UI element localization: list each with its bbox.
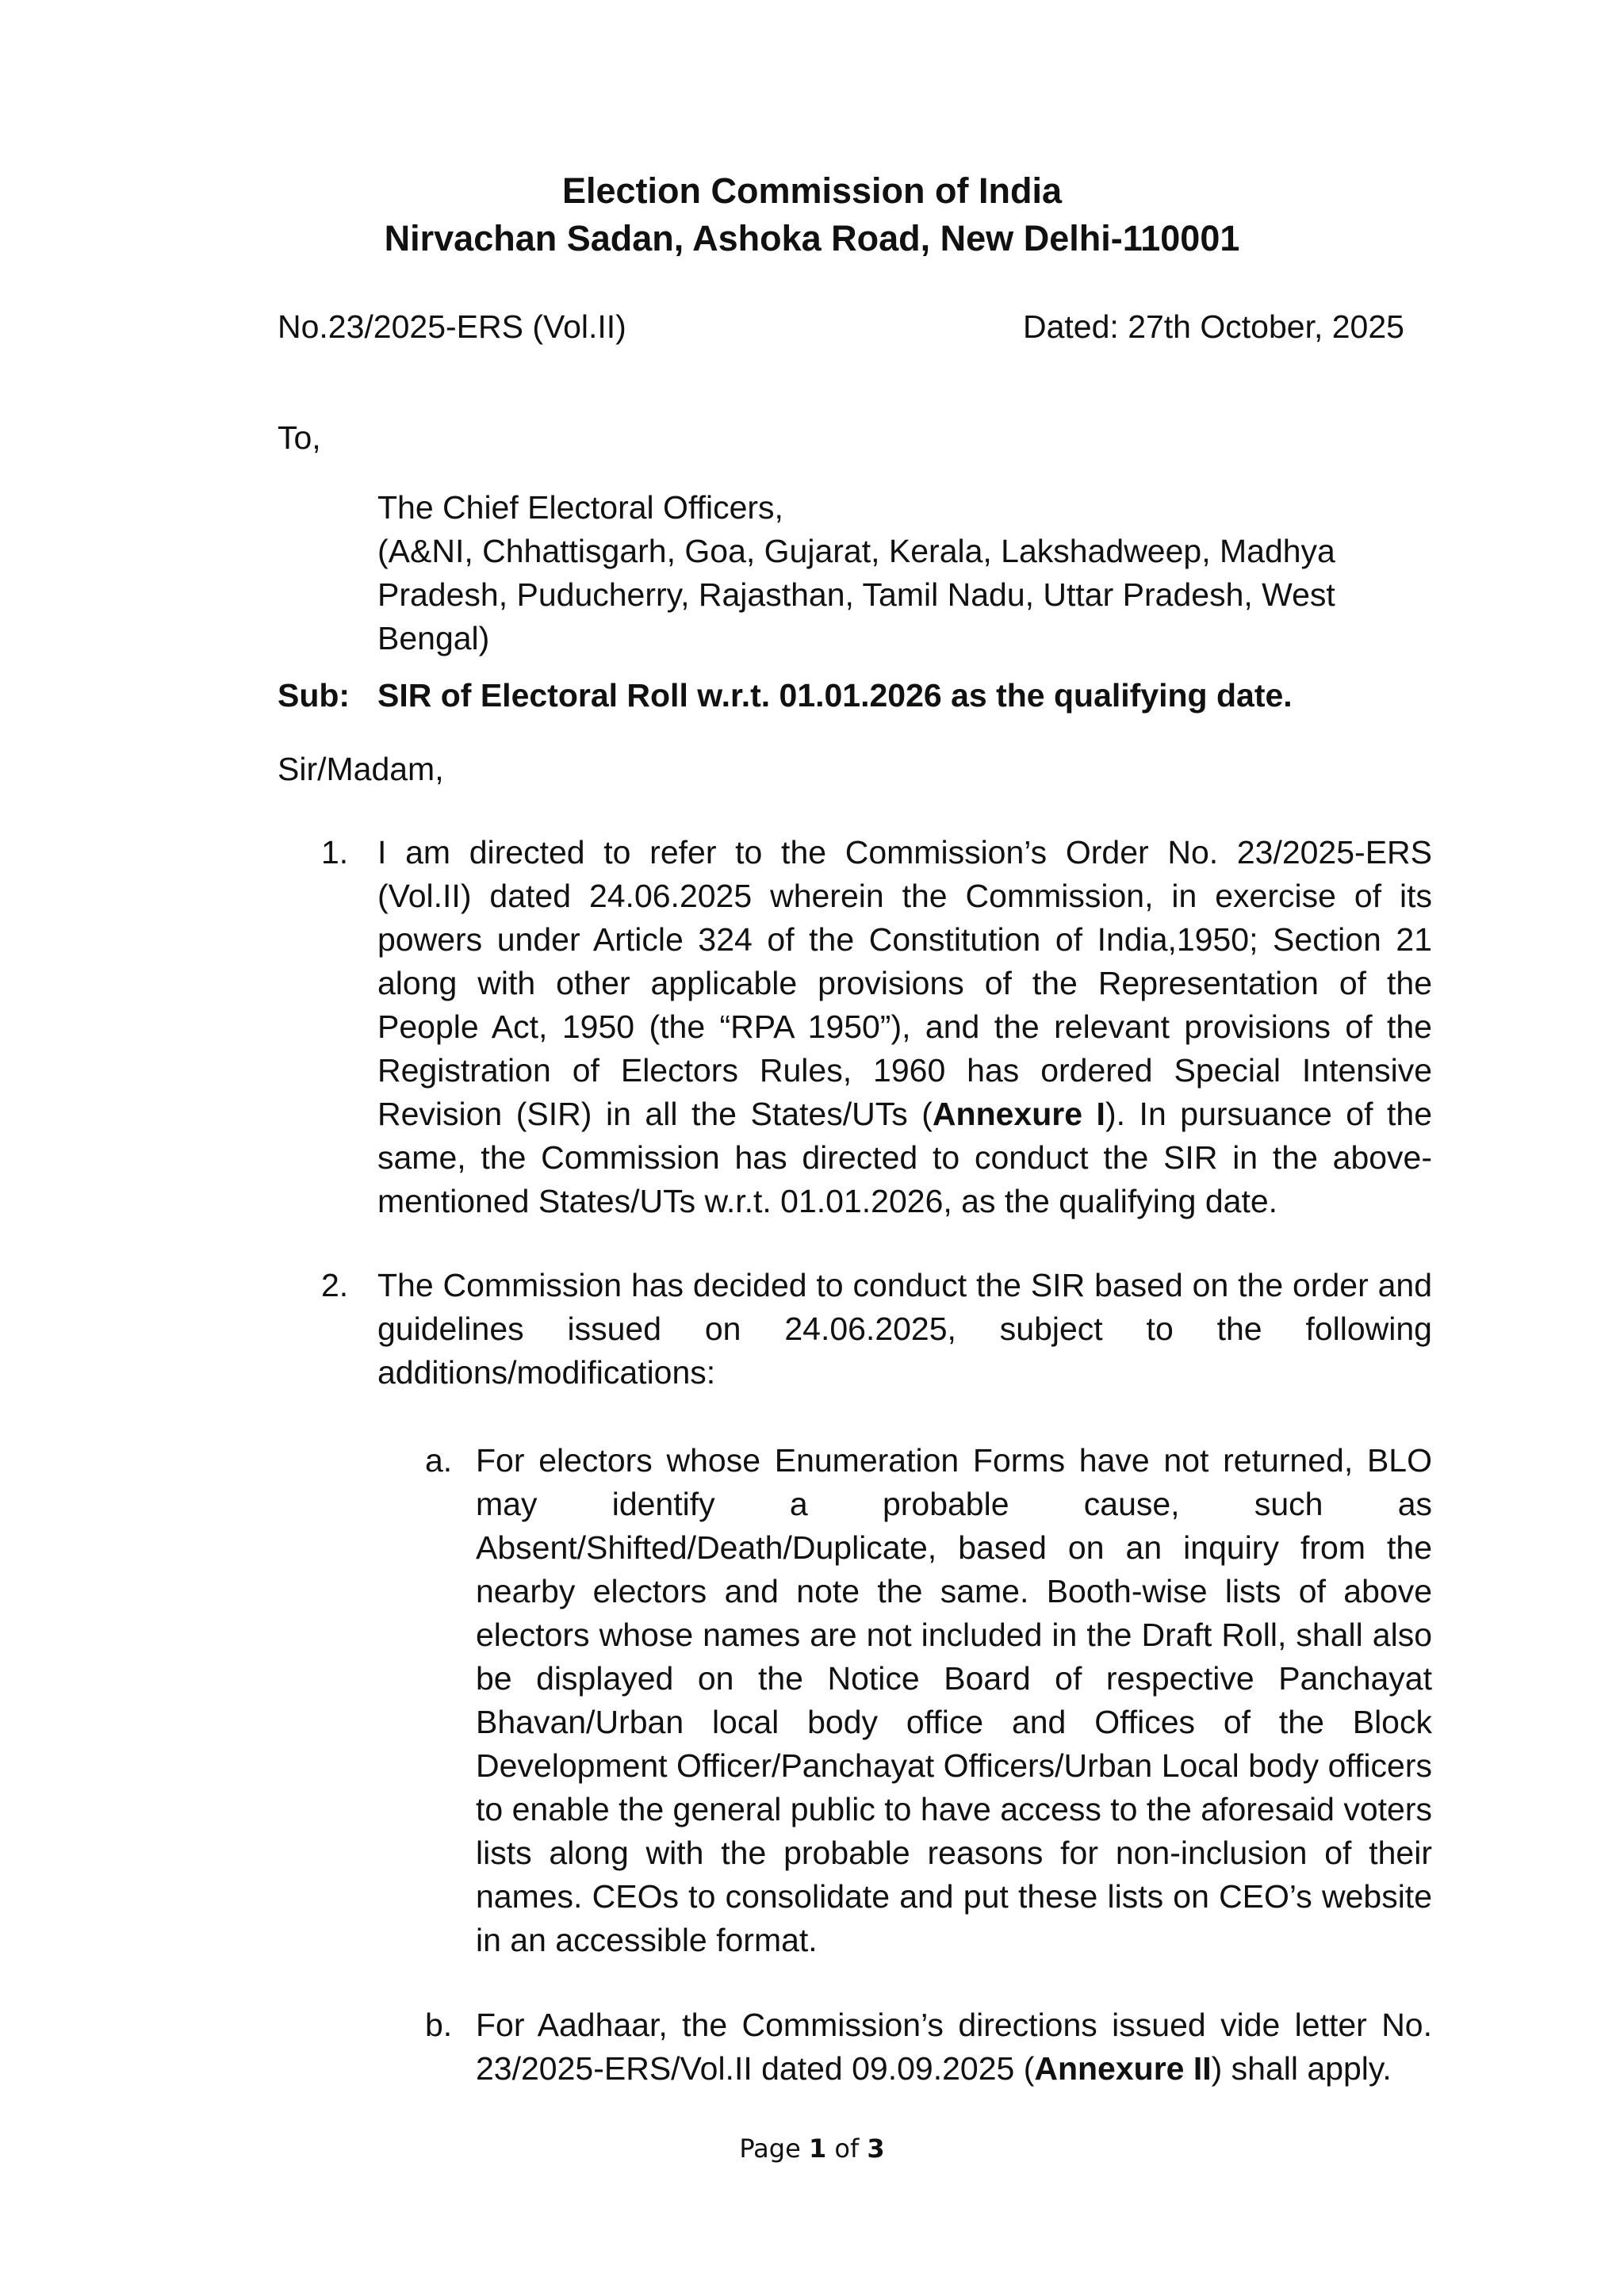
paragraph-number: 1.: [321, 834, 349, 871]
page-total: 3: [867, 2133, 885, 2164]
to-label: To,: [278, 419, 321, 456]
paragraph-number: 2.: [321, 1267, 349, 1303]
addressee-title: The Chief Electoral Officers,: [377, 489, 783, 526]
addressee-line: Pradesh, Puducherry, Rajasthan, Tamil Nadu, Uttar Pradesh, West: [377, 576, 1335, 613]
annexure-reference: Annexure I: [932, 1096, 1105, 1132]
sub-item-text: For Aadhaar, the Commission’s directions issued vide letter No. 23/2025-ERS/Vol.II dated 09.09.2025 (: [476, 2007, 1432, 2087]
addressee-line: Bengal): [377, 620, 490, 656]
page-label: Page: [739, 2133, 809, 2164]
salutation: Sir/Madam,: [278, 751, 444, 787]
header-address: Nirvachan Sadan, Ashoka Road, New Delhi-110001: [384, 218, 1240, 258]
sub-item-letter: a.: [425, 1442, 453, 1479]
paragraph-text: I am directed to refer to the Commission’s Order No. 23/2025-ERS (Vol.II) dated 24.06.2025 wherein the Commission, in exercise of its powers under Article 324 of the Constitution of India,1950; Section 21 along with other applicable provisions of the Representation of the People Act, 1950 (the “RPA 1950”), and the relevant provisions of the Registration of Electors Rules, 1960 has ordered Special Intensive Revision (SIR) in all the States/UTs (: [377, 834, 1432, 1132]
page-current: 1: [808, 2133, 827, 2164]
page-of-label: of: [826, 2133, 868, 2164]
sub-item-a: For electors whose Enumeration Forms have not returned, BLO may identify a probable cause, such as Absent/Shifted/Death/Duplicate, based on an inquiry from the nearby electors and note the same. Booth-wise lists of above electors whose names are not included in the Draft Roll, shall also be displayed on the Notice Board of respective Panchayat Bhavan/Urban local body office and Offices of the Block Development Officer/Panchayat Officers/Urban Local body officers to enable the general public to have access to the aforesaid voters lists along with the probable reasons for non-inclusion of their names. CEOs to consolidate and put these lists on CEO’s website in an accessible format.: [476, 1442, 1432, 1958]
addressee-block: [377, 486, 1432, 660]
paragraph-text: ). In pursuance of the same, the Commission has directed to conduct the SIR in the above-mentioned States/UTs w.r.t. 01.01.2026, as the qualifying date.: [377, 1096, 1433, 1219]
sub-item-text: ) shall apply.: [1211, 2050, 1392, 2087]
letter-date: Dated: 27th October, 2025: [1023, 308, 1404, 345]
sub-item-b: [476, 2003, 1432, 2091]
reference-number: No.23/2025-ERS (Vol.II): [278, 308, 626, 345]
header-organization: Election Commission of India: [561, 170, 1063, 211]
annexure-reference: Annexure II: [1034, 2050, 1212, 2087]
page-footer: [0, 2131, 1624, 2166]
paragraph-2: The Commission has decided to conduct the SIR based on the order and guidelines issued on 24.06.2025, subject to the following additions/modifications:: [377, 1267, 1432, 1391]
subject-label: Sub:: [278, 677, 350, 714]
paragraph-1: [377, 831, 1432, 1223]
sub-item-letter: b.: [425, 2007, 453, 2043]
subject-text: SIR of Electoral Roll w.r.t. 01.01.2026 as the qualifying date.: [377, 677, 1293, 714]
addressee-line: (A&NI, Chhattisgarh, Goa, Gujarat, Kerala, Lakshadweep, Madhya: [377, 533, 1335, 569]
